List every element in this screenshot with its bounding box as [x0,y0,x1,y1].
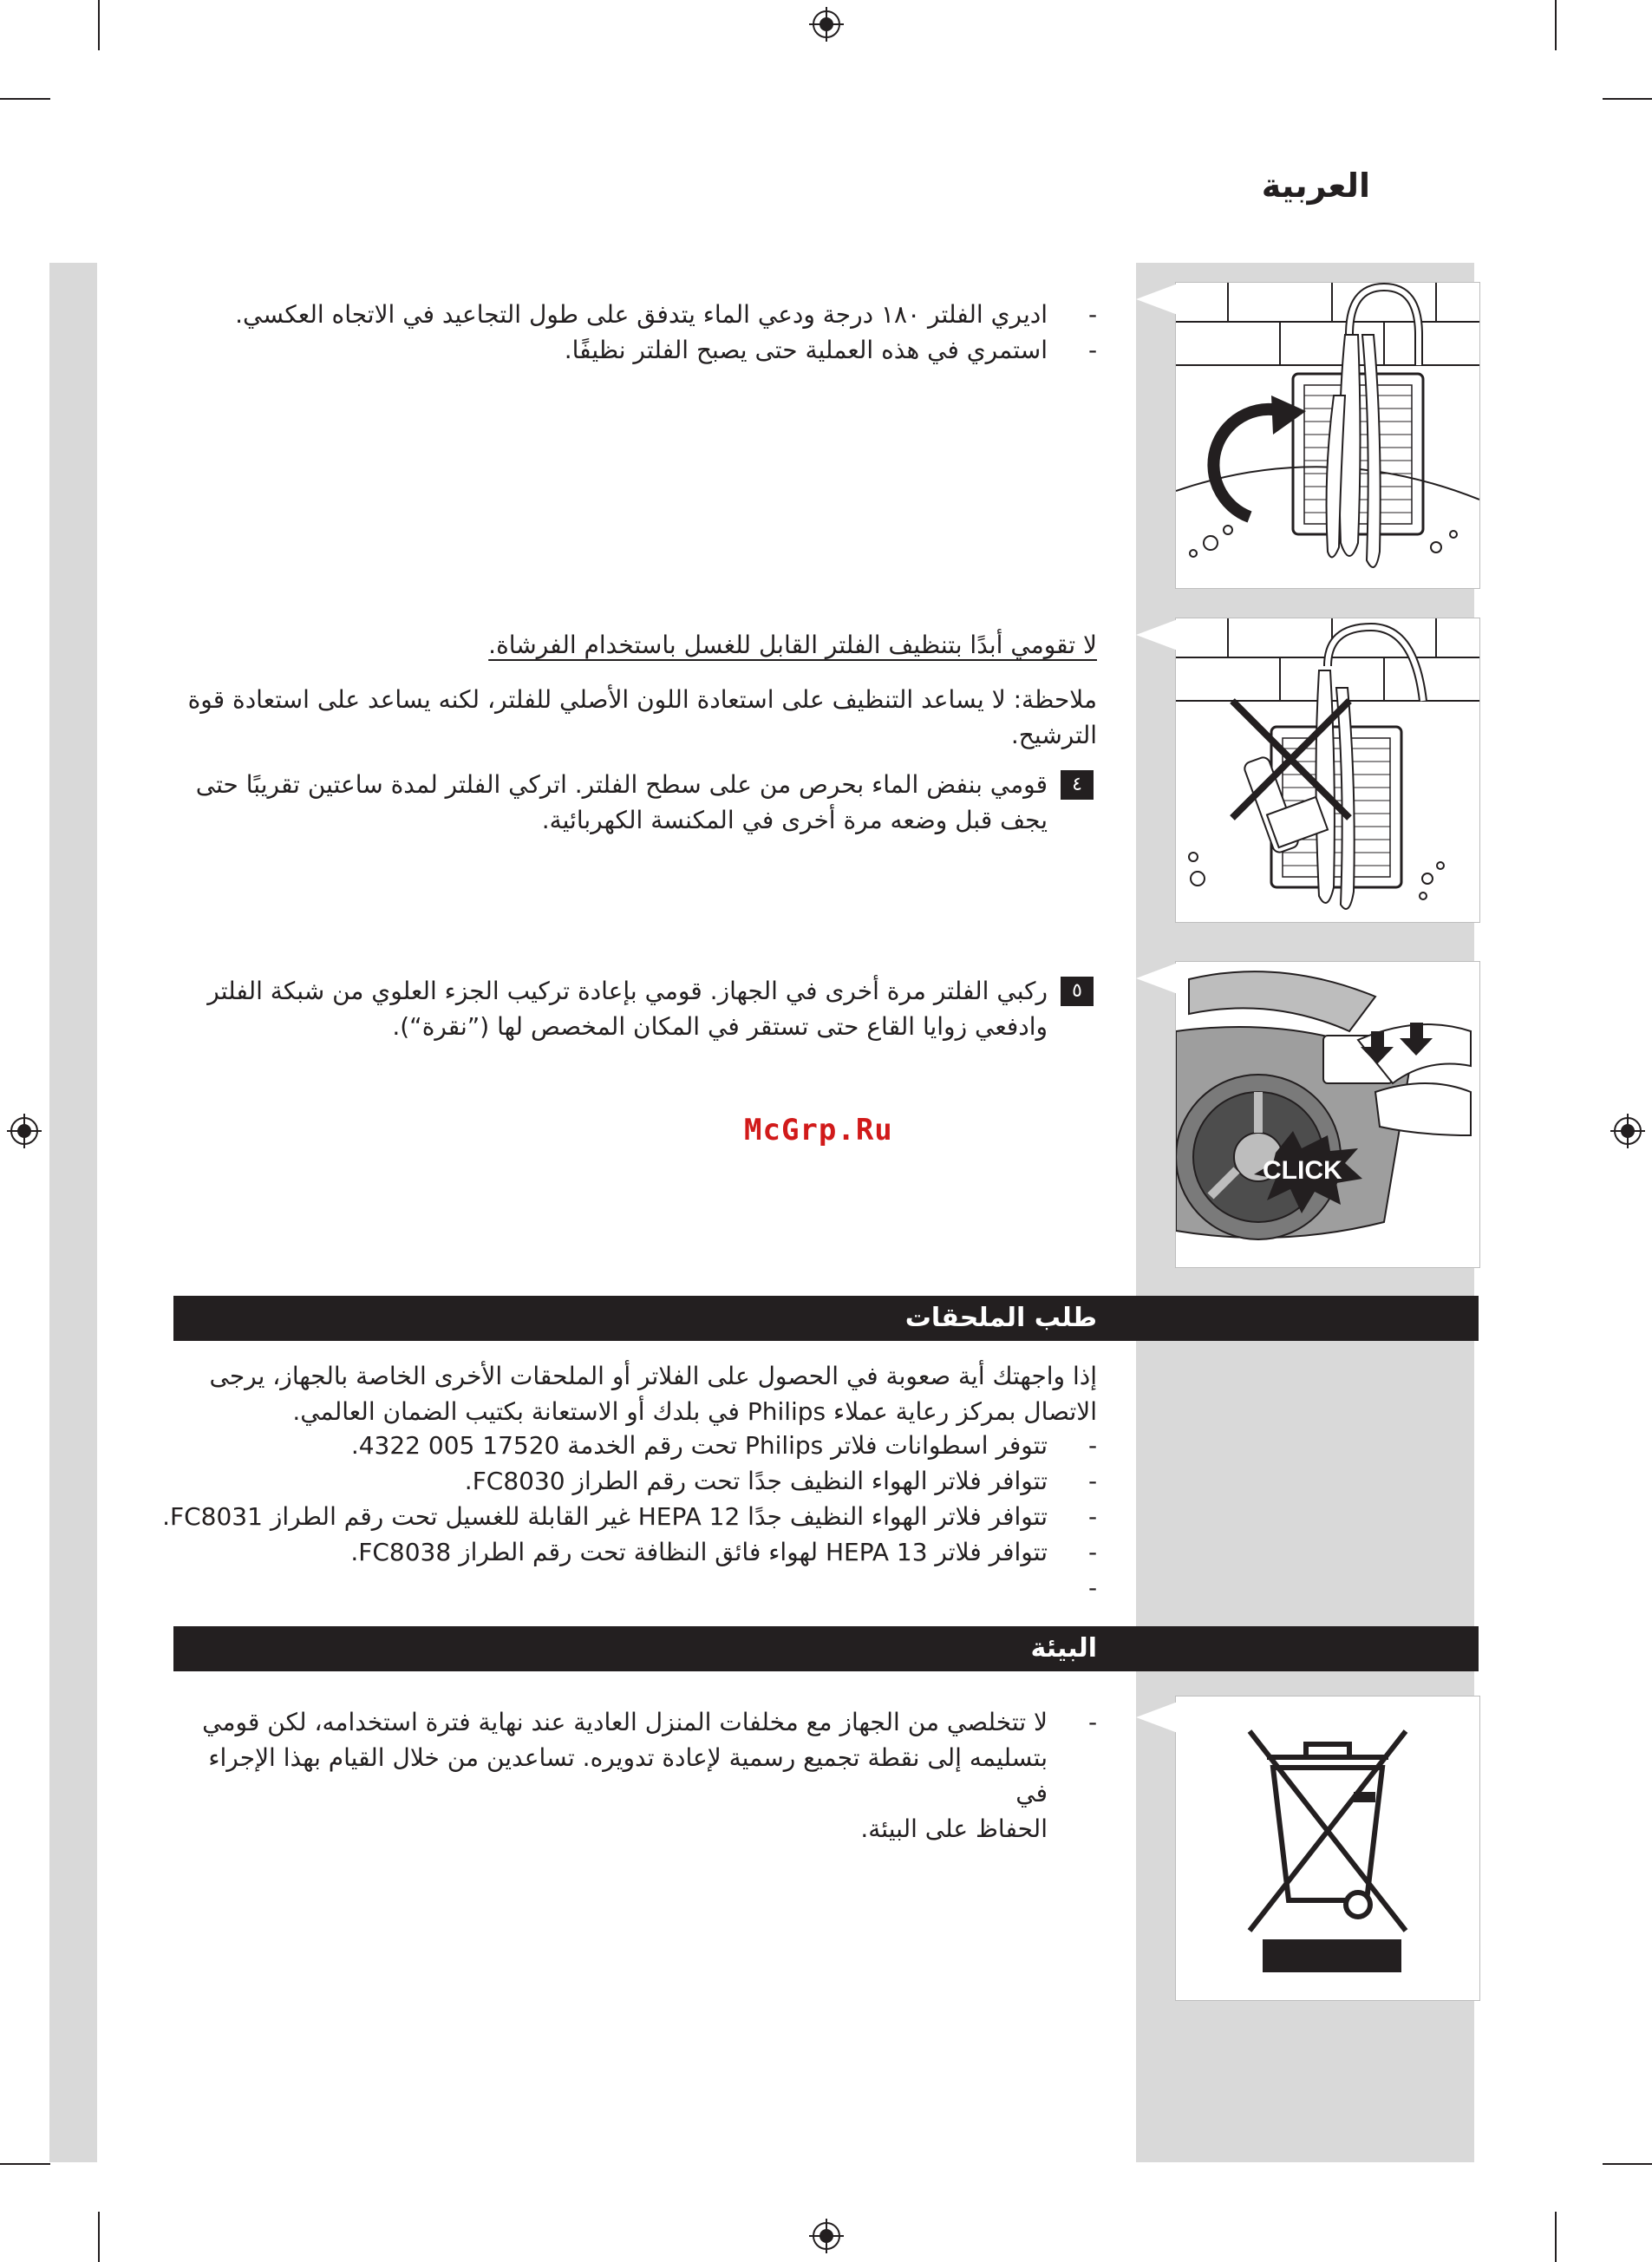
crop-mark [0,2163,50,2165]
bullet-text: تتوفر اسطوانات فلاتر Philips تحت رقم الخدمة 17520 005 4322. [350,1431,1048,1460]
registration-mark-icon [1610,1114,1645,1148]
bullet-dash: - [1087,1573,1098,1602]
bullet-text: اديري الفلتر ١٨٠ درجة ودعي الماء يتدفق على طول التجاعيد في الاتجاه العكسي. [235,300,1048,329]
list-item [564,332,1098,368]
intro-line: الاتصال بمركز رعاية عملاء Philips في بلدك أو الاستعانة بكتيب الضمان العالمي. [292,1397,1097,1426]
bullet-dash: - [1087,300,1098,329]
figure-no-brush [1175,618,1480,923]
bullet-text: تتوافر فلاتر الهواء النظيف جدًا تحت رقم الطراز FC8030. [464,1467,1048,1495]
step-text [180,767,1048,838]
warning-text: لا تقومي أبدًا بتنظيف الفلتر القابل للغسل باستخدام الفرشاة. [488,631,1097,659]
environment-line: لا تتخلصي من الجهاز مع مخلفات المنزل العادية عند نهاية فترة استخدامه، لكن قومي [202,1708,1048,1736]
bullet-dash: - [1087,1502,1098,1531]
page-title: العربية [1261,167,1370,205]
figure-pointer [1136,963,1178,994]
figure-rinse-filter [1175,282,1480,589]
environment-line: بتسليمه إلى نقطة تجميع رسمية لإعادة تدويره. تساعدين من خلال القيام بهذا الإجراء في [208,1743,1048,1808]
left-margin-band [49,263,97,2162]
section-heading-environment: البيئة [173,1626,1479,1671]
bullet-dash: - [1087,1708,1098,1736]
crop-mark [1555,2212,1557,2262]
list-item [350,1534,1098,1570]
registration-mark-icon [809,7,844,42]
registration-mark-icon [7,1114,42,1148]
step-line: وادفعي زوايا القاع حتى تستقر في المكان المخصص لها (”نقرة“). [392,1012,1048,1041]
note-text [178,682,1097,753]
list-item [350,1428,1098,1463]
crop-mark [1603,98,1652,100]
crop-mark [1555,0,1557,50]
list-item [162,1499,1098,1534]
click-label: CLICK [1263,1156,1342,1185]
crop-mark [0,98,50,100]
bullet-text: تتوافر فلاتر الهواء النظيف جدًا HEPA 12 غير القابلة للغسيل تحت رقم الطراز FC8031. [162,1502,1048,1531]
section-heading-accessories: طلب الملحقات [173,1296,1479,1341]
step-text [180,973,1048,1044]
bullet-text: تتوافر فلاتر HEPA 13 لهواء فائق النظافة تحت رقم الطراز FC8038. [350,1538,1048,1566]
accessories-intro [178,1358,1097,1429]
figure-reinsert-filter [1175,961,1480,1268]
list-item [180,1704,1098,1847]
crop-mark [1603,2163,1652,2165]
no-brush-illustration-icon [1176,618,1479,922]
figure-pointer [1136,284,1178,315]
figure-weee-symbol [1175,1696,1480,2001]
note-line: الترشيح. [1010,721,1097,749]
crossed-bin-icon [1176,1696,1479,2000]
crop-mark [98,0,100,50]
reinsert-filter-illustration-icon [1176,962,1479,1267]
figure-pointer [1136,619,1178,650]
figure-pointer [1136,1702,1178,1733]
registration-mark-icon [809,2219,844,2253]
step-line: قومي بنفض الماء بحرص من على سطح الفلتر. اتركي الفلتر لمدة ساعتين تقريبًا حتى [195,770,1048,799]
note-line: ملاحظة: لا يساعد التنظيف على استعادة اللون الأصلي للفلتر، لكنه يساعد على استعادة قوة [187,685,1097,714]
bullet-dash: - [1087,1538,1098,1566]
rinse-filter-illustration-icon [1176,283,1479,588]
list-item [235,297,1098,332]
crop-mark [98,2212,100,2262]
bullet-text: استمري في هذه العملية حتى يصبح الفلتر نظيفًا. [564,336,1048,364]
step-number-badge: ٤ [1061,770,1094,800]
intro-line: إذا واجهتك أية صعوبة في الحصول على الفلاتر أو الملحقات الأخرى الخاصة بالجهاز، يرجى [209,1362,1097,1390]
step-line: يجف قبل وضعه مرة أخرى في المكنسة الكهربائية. [541,806,1048,834]
step-number-badge: ٥ [1061,977,1094,1006]
environment-line: الحفاظ على البيئة. [860,1814,1048,1843]
watermark: McGrp.Ru [744,1113,893,1147]
list-item [464,1463,1098,1499]
bullet-dash: - [1087,336,1098,364]
bullet-dash: - [1087,1467,1098,1495]
bullet-dash: - [1087,1431,1098,1460]
step-line: ركبي الفلتر مرة أخرى في الجهاز. قومي بإعادة تركيب الجزء العلوي من شبكة الفلتر [207,977,1048,1005]
